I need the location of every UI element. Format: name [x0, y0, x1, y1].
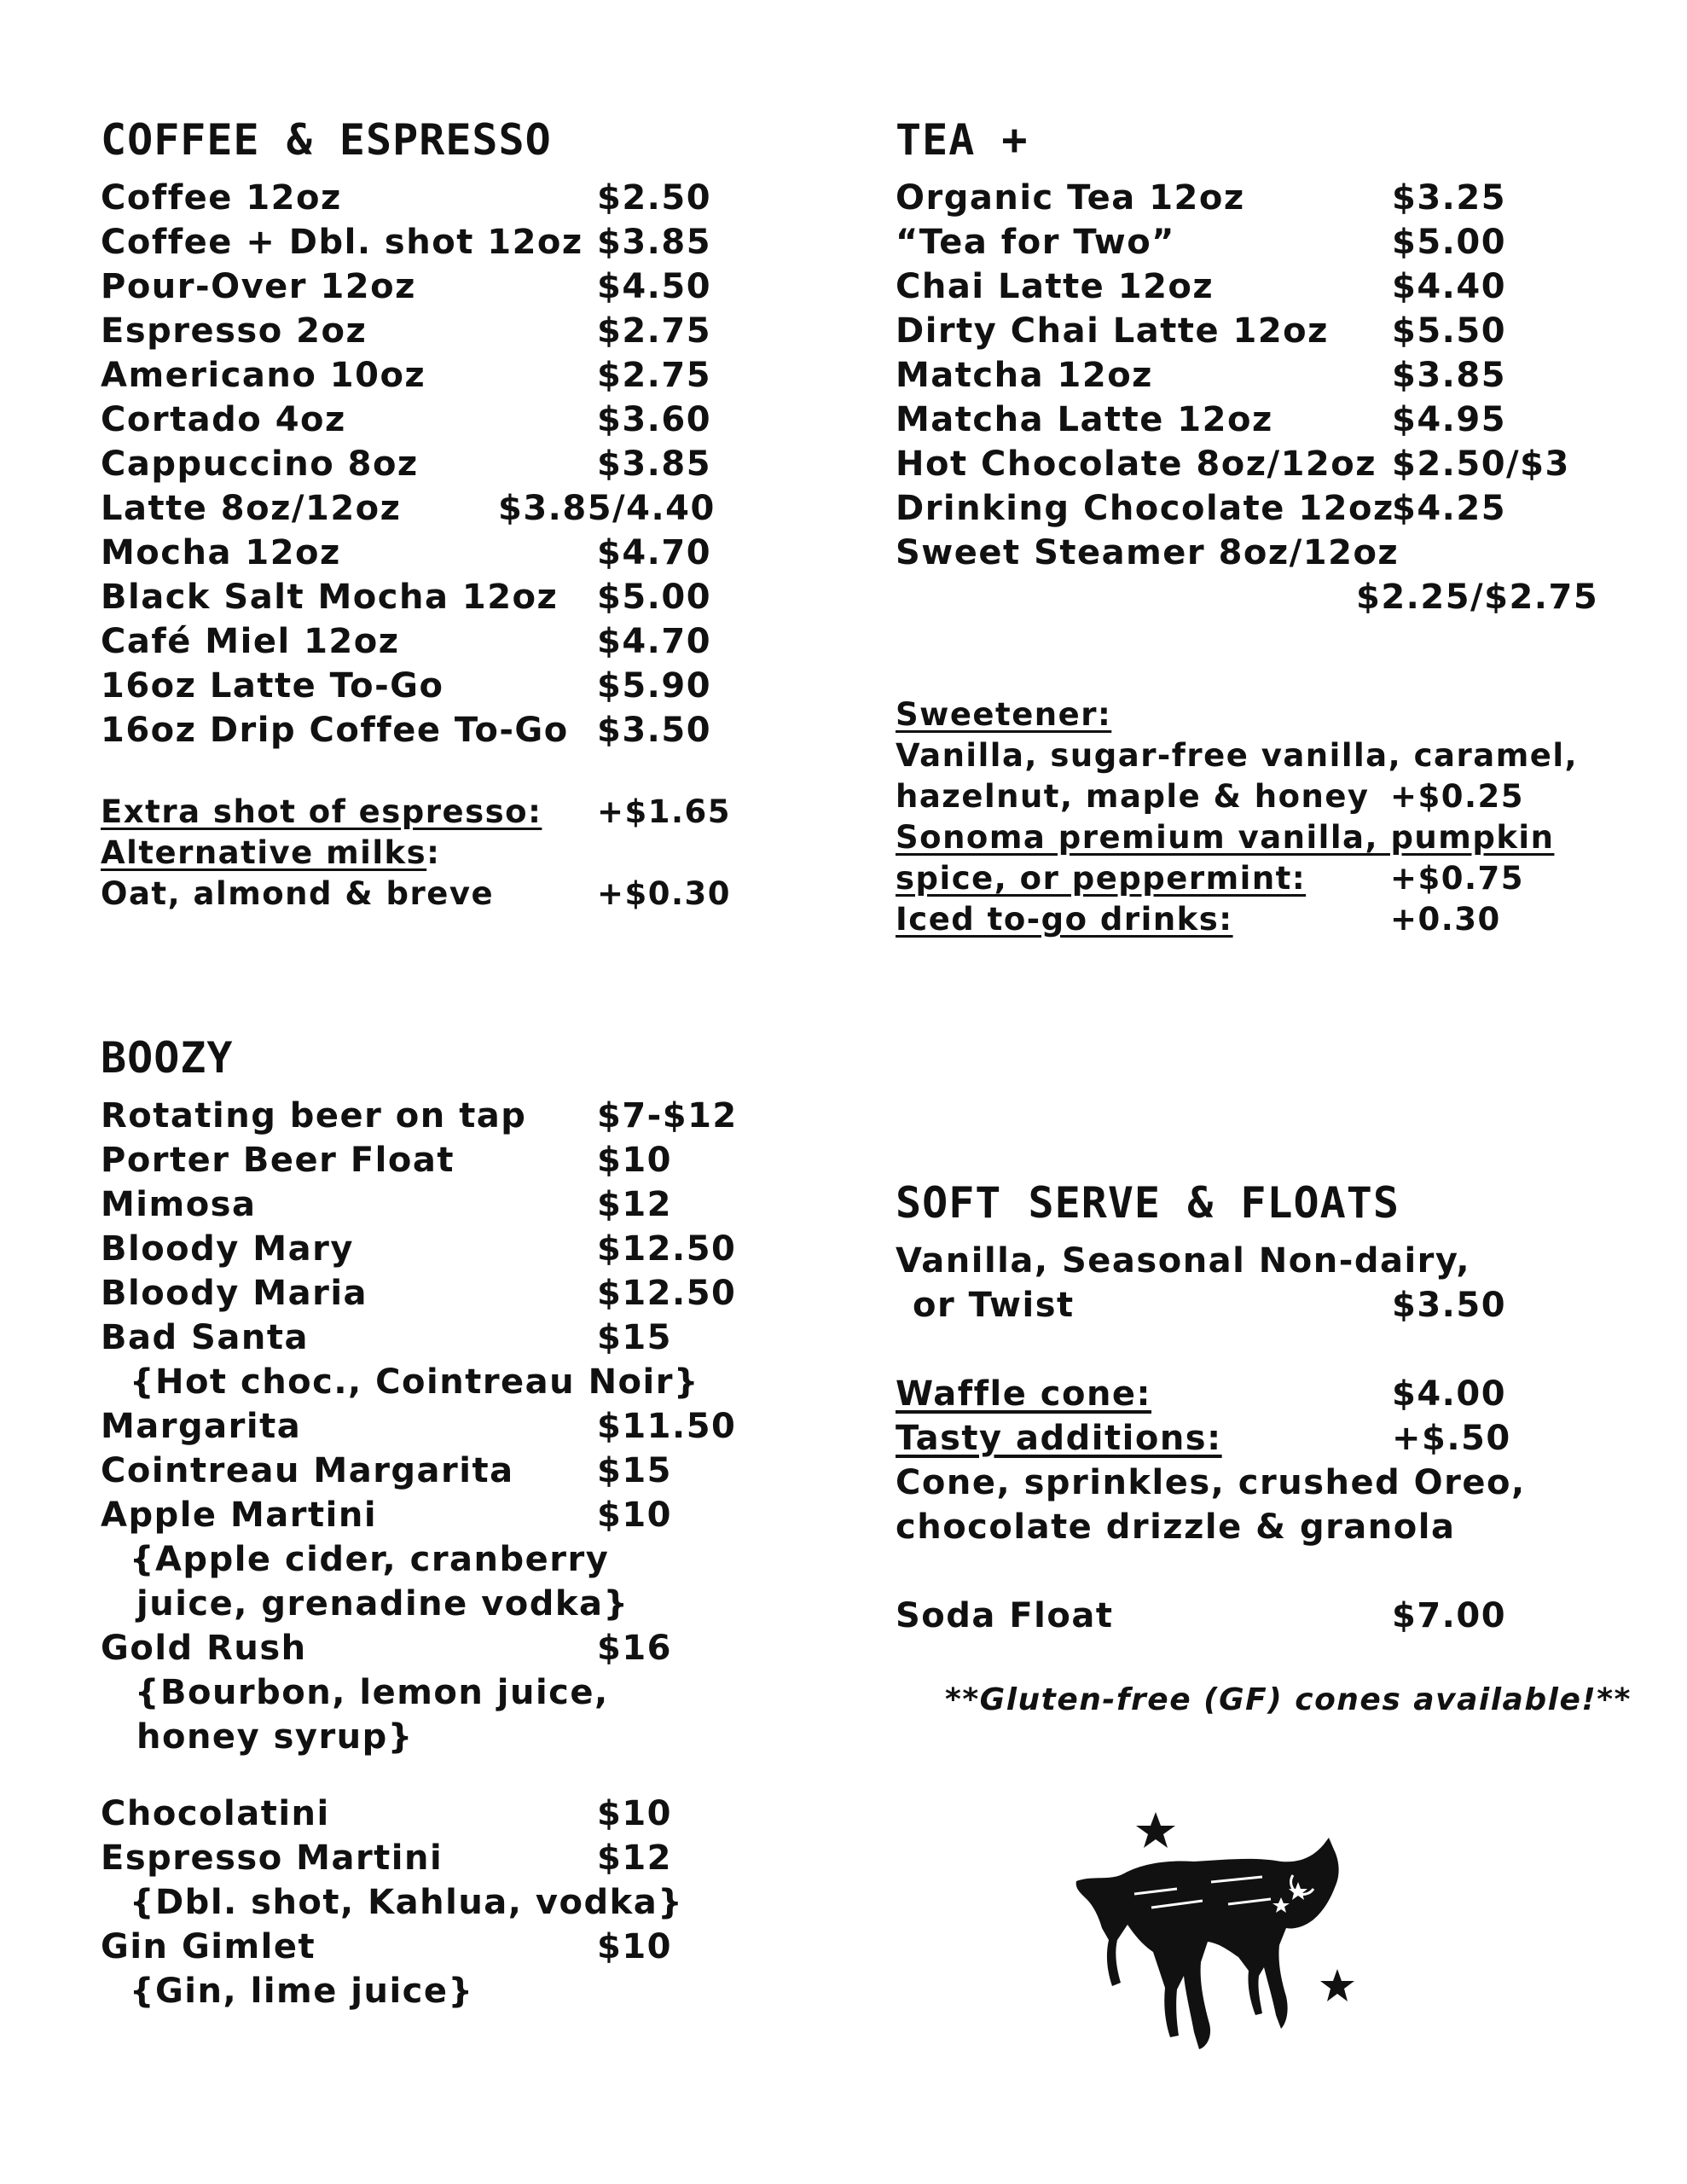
item-name: Latte 8oz/12oz: [101, 489, 402, 528]
item-name: Bloody Mary: [101, 1229, 354, 1269]
item-price: $10: [597, 1496, 672, 1535]
menu-item: [896, 309, 1595, 353]
item-name: Coffee 12oz: [101, 178, 342, 218]
sweetener-options-row: [896, 735, 1595, 776]
item-description: honey syrup}: [136, 1717, 414, 1757]
extra-shot-price: +$1.65: [597, 793, 732, 830]
menu-item: [101, 1404, 783, 1449]
item-name: Rotating beer on tap: [101, 1096, 527, 1136]
item-price: $3.50: [597, 711, 712, 750]
menu-item: [101, 1138, 783, 1182]
item-name: Organic Tea 12oz: [896, 178, 1245, 218]
waffle-row: [896, 1372, 1595, 1416]
item-price: $3.85/4.40: [498, 489, 716, 528]
item-description: {Apple cider, cranberry: [130, 1540, 610, 1579]
premium-line2: spice, or peppermint:: [896, 860, 1307, 897]
menu-item: [896, 398, 1595, 442]
sweetener-heading-row: [896, 694, 1595, 735]
menu-item: [896, 264, 1595, 309]
menu-item: [101, 264, 749, 309]
item-price: $12: [597, 1185, 672, 1224]
menu-item: [896, 176, 1595, 220]
item-name: Hot Chocolate 8oz/12oz: [896, 444, 1377, 484]
item-price: $11.50: [597, 1407, 737, 1446]
softserve-section: [896, 1177, 1595, 1638]
extra-shot-label: Extra shot of espresso:: [101, 793, 542, 830]
additions-list-row: [896, 1461, 1595, 1505]
item-price: $3.25: [1392, 178, 1507, 218]
menu-item: [101, 1626, 783, 1670]
gluten-free-note: **Gluten-free (GF) cones available!**: [945, 1682, 1632, 1717]
item-name: Mimosa: [101, 1185, 257, 1224]
menu-item-description: [101, 1670, 783, 1715]
menu-item: [101, 575, 749, 619]
sweetener-line2: hazelnut, maple & honey: [896, 778, 1370, 815]
item-price: $2.50: [597, 178, 712, 218]
item-price: $10: [597, 1794, 672, 1833]
sweetener-line1: Vanilla, sugar-free vanilla, caramel,: [896, 737, 1579, 774]
item-name: Espresso 2oz: [101, 311, 368, 351]
item-price: $12.50: [597, 1274, 737, 1313]
item-name: Gin Gimlet: [101, 1927, 316, 1966]
menu-item-description: [101, 1715, 783, 1759]
coffee-title: COFFEE & ESPRESSO: [101, 115, 552, 165]
item-name: Sweet Steamer 8oz/12oz: [896, 533, 1400, 572]
item-description: {Dbl. shot, Kahlua, vodka}: [130, 1883, 684, 1922]
item-price: $5.90: [597, 666, 712, 706]
item-price: $4.70: [597, 622, 712, 661]
menu-item: [101, 619, 749, 664]
flavors-row: [896, 1283, 1595, 1327]
item-name: Matcha 12oz: [896, 356, 1153, 395]
item-price: $4.25: [1392, 489, 1507, 528]
boozy-title: BOOZY: [101, 1033, 234, 1083]
item-price: $5.50: [1392, 311, 1507, 351]
coffee-section: [101, 114, 749, 915]
item-price: $4.95: [1392, 400, 1507, 439]
menu-item: [101, 1449, 783, 1493]
item-price: $15: [597, 1318, 672, 1357]
iced-row: [896, 899, 1595, 940]
item-price: $5.00: [1392, 223, 1507, 262]
item-price: $16: [597, 1629, 672, 1668]
menu-item: [896, 486, 1595, 531]
menu-item: [101, 309, 749, 353]
tea-section: [896, 114, 1599, 940]
menu-item: [101, 1094, 783, 1138]
item-price: $5.00: [597, 578, 712, 617]
item-price: $4.40: [1392, 267, 1507, 306]
extra-shot-row: [101, 792, 749, 833]
item-name: Coffee + Dbl. shot 12oz: [101, 223, 583, 262]
menu-item: [896, 353, 1595, 398]
item-price: $12.50: [597, 1229, 737, 1269]
menu-item: [101, 398, 749, 442]
menu-item: [896, 220, 1595, 264]
menu-item-description: [101, 1582, 783, 1626]
item-name: Cappuccino 8oz: [101, 444, 419, 484]
item-name: Gold Rush: [101, 1629, 307, 1668]
star-icon: [1320, 1969, 1354, 2001]
boozy-section: [101, 1032, 783, 2013]
menu-item: [101, 353, 749, 398]
item-price: $2.25/$2.75: [1356, 578, 1599, 617]
waffle-price: $4.00: [1392, 1374, 1507, 1414]
additions-price: +$.50: [1392, 1419, 1511, 1458]
tea-title: TEA +: [896, 115, 1029, 165]
menu-item-price-wrap: [896, 575, 1599, 619]
item-description: juice, grenadine vodka}: [136, 1584, 629, 1623]
premium-row: [896, 858, 1595, 899]
additions-list-row: [896, 1505, 1595, 1549]
menu-item: [101, 708, 749, 752]
premium-line1: Sonoma premium vanilla, pumpkin: [896, 819, 1555, 856]
item-price: $7-$12: [597, 1096, 738, 1136]
item-price: $3.60: [597, 400, 712, 439]
item-name: Porter Beer Float: [101, 1141, 455, 1180]
item-name: Matcha Latte 12oz: [896, 400, 1273, 439]
item-price: $2.75: [597, 311, 712, 351]
item-name: Pour-Over 12oz: [101, 267, 416, 306]
item-name: 16oz Latte To-Go: [101, 666, 444, 706]
menu-item: [101, 176, 749, 220]
item-description: {Gin, lime juice}: [130, 1972, 474, 2011]
item-price: $10: [597, 1141, 672, 1180]
item-name: Bloody Maria: [101, 1274, 368, 1313]
alt-milks-options-row: [101, 874, 749, 915]
additions-row: [896, 1416, 1595, 1461]
menu-item: [101, 1316, 783, 1360]
flavors-row: [896, 1239, 1595, 1283]
softserve-title: SOFT SERVE & FLOATS: [896, 1178, 1400, 1228]
item-price: $3.85: [597, 223, 712, 262]
premium-row: [896, 817, 1595, 858]
item-price: $3.85: [1392, 356, 1507, 395]
menu-item: [101, 1792, 783, 1836]
menu-item: [101, 1271, 783, 1316]
sweetener-label: Sweetener:: [896, 696, 1112, 733]
item-price: $15: [597, 1451, 672, 1490]
item-name: Bad Santa: [101, 1318, 309, 1357]
additions-label: Tasty additions:: [896, 1419, 1222, 1458]
soda-price: $7.00: [1392, 1596, 1507, 1635]
item-name: Black Salt Mocha 12oz: [101, 578, 559, 617]
sweetener-price: +$0.25: [1390, 778, 1525, 815]
menu-item-description: [101, 1360, 783, 1404]
item-description: {Hot choc., Cointreau Noir}: [130, 1362, 699, 1402]
additions-line1: Cone, sprinkles, crushed Oreo,: [896, 1463, 1526, 1502]
alt-milks-colon: :: [426, 834, 441, 871]
menu-item: [896, 531, 1595, 575]
waffle-label: Waffle cone:: [896, 1374, 1152, 1414]
alt-milks-options: Oat, almond & breve: [101, 875, 495, 912]
additions-line2: chocolate drizzle & granola: [896, 1507, 1456, 1547]
item-price: $3.85: [597, 444, 712, 484]
alt-milks-row: [101, 833, 749, 874]
menu-item: [101, 1493, 783, 1537]
alt-milks-label: Alternative milks: [101, 834, 427, 871]
premium-price: +$0.75: [1390, 860, 1525, 897]
item-name: Chai Latte 12oz: [896, 267, 1215, 306]
item-price: $2.75: [597, 356, 712, 395]
item-price: $2.50/$3: [1392, 444, 1570, 484]
item-name: Chocolatini: [101, 1794, 330, 1833]
item-name: Espresso Martini: [101, 1838, 443, 1878]
menu-item-description: [101, 1537, 783, 1582]
soda-label: Soda Float: [896, 1596, 1114, 1635]
item-price: $4.50: [597, 267, 712, 306]
item-name: Margarita: [101, 1407, 302, 1446]
menu-item: [101, 220, 749, 264]
sweetener-options-row: [896, 776, 1595, 817]
menu-item: [101, 664, 749, 708]
item-name: 16oz Drip Coffee To-Go: [101, 711, 569, 750]
item-name: Dirty Chai Latte 12oz: [896, 311, 1329, 351]
item-name: Apple Martini: [101, 1496, 378, 1535]
menu-item: [101, 531, 749, 575]
flavors-price: $3.50: [1392, 1286, 1507, 1325]
menu-item: [101, 1227, 783, 1271]
item-name: “Tea for Two”: [896, 223, 1175, 262]
menu-item: [101, 442, 749, 486]
menu-item: [101, 1182, 783, 1227]
menu-item: [101, 1836, 783, 1880]
flavors-line1: Vanilla, Seasonal Non-dairy,: [896, 1241, 1471, 1281]
item-name: Drinking Chocolate 12oz: [896, 489, 1394, 528]
item-price: $10: [597, 1927, 672, 1966]
item-name: Cortado 4oz: [101, 400, 346, 439]
iced-price: +0.30: [1390, 901, 1501, 938]
menu-item: [101, 1925, 783, 1969]
item-name: Café Miel 12oz: [101, 622, 400, 661]
item-description: {Bourbon, lemon juice,: [135, 1673, 609, 1712]
item-name: Cointreau Margarita: [101, 1451, 514, 1490]
alt-milks-price: +$0.30: [597, 875, 732, 912]
item-price: $4.70: [597, 533, 712, 572]
menu-item: [896, 442, 1595, 486]
flavors-line2: or Twist: [913, 1286, 1075, 1325]
menu-item: [101, 486, 749, 531]
soda-row: [896, 1594, 1595, 1638]
menu-item-description: [101, 1880, 783, 1925]
item-name: Americano 10oz: [101, 356, 426, 395]
item-name: Mocha 12oz: [101, 533, 341, 572]
iced-label: Iced to-go drinks:: [896, 901, 1233, 938]
star-icon: [1136, 1812, 1175, 1848]
menu-item-description: [101, 1969, 783, 2013]
goat-with-stars-icon: [1058, 1800, 1382, 2090]
item-price: $12: [597, 1838, 672, 1878]
